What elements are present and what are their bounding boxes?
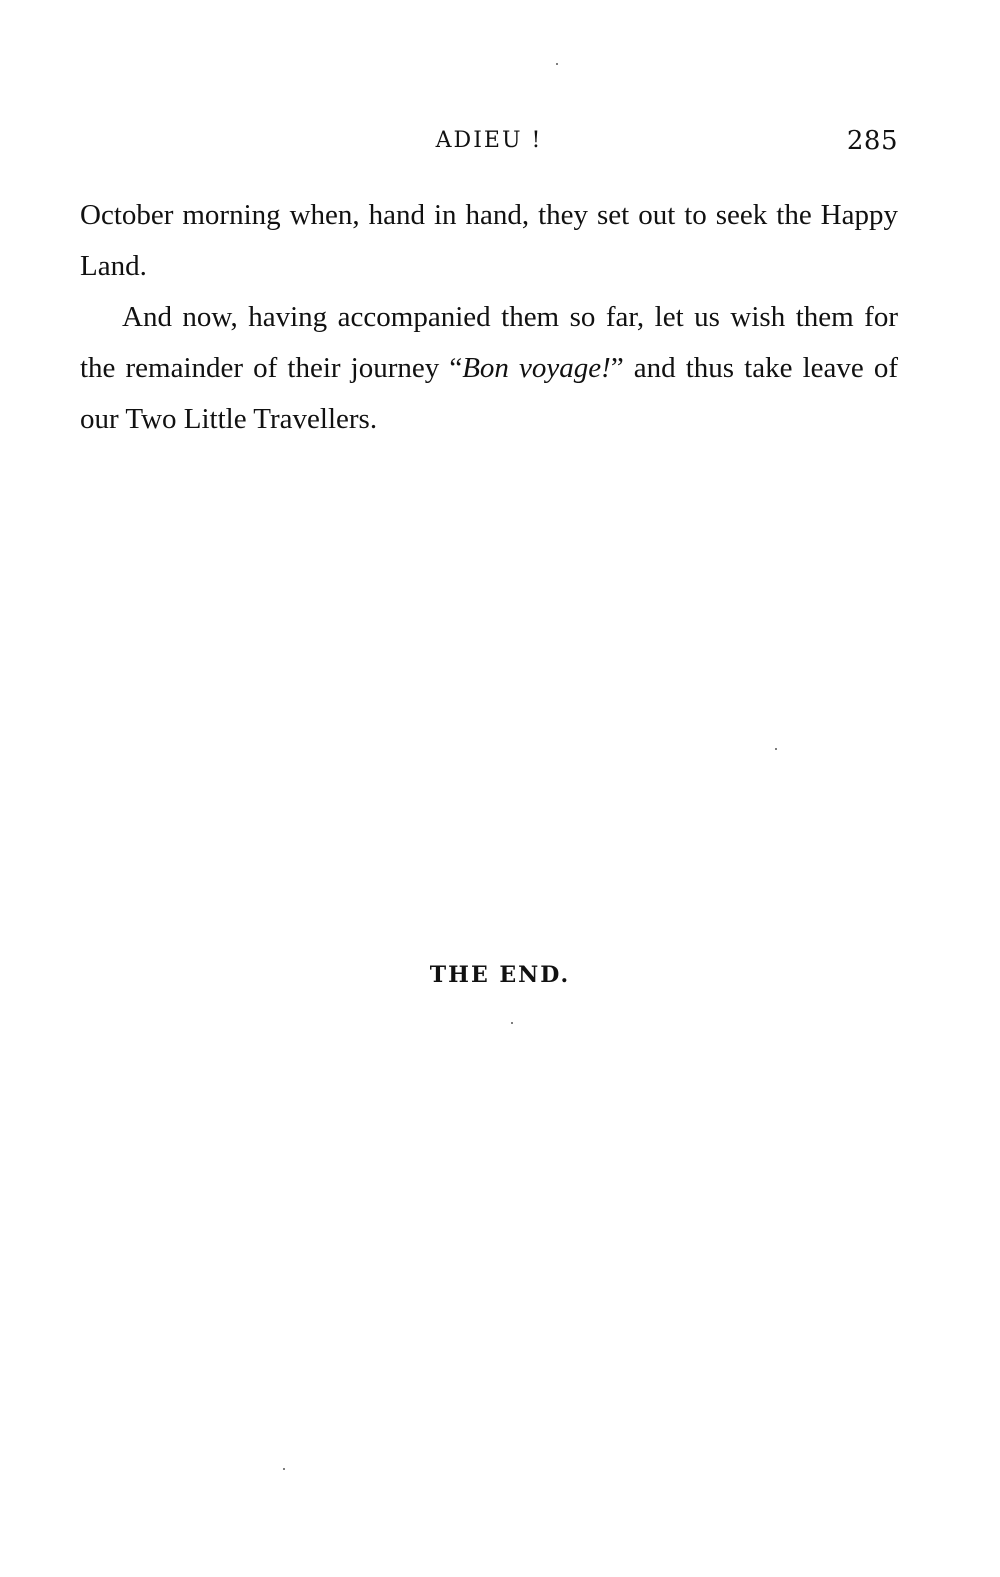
print-speck bbox=[511, 1022, 513, 1024]
page-header bbox=[80, 118, 898, 158]
running-title: ADIEU ! bbox=[435, 128, 543, 153]
print-speck bbox=[775, 748, 777, 750]
body-text bbox=[80, 190, 898, 445]
print-speck bbox=[283, 1468, 285, 1470]
paragraph: October morning when, hand in hand, they set out to seek the Happy Land. bbox=[80, 199, 898, 282]
print-speck bbox=[556, 63, 558, 65]
paragraph-text: ” and thus take leave of our Two Little Travellers. bbox=[80, 352, 899, 435]
italic-phrase: Bon voyage! bbox=[462, 352, 611, 384]
page-number: 285 bbox=[846, 126, 898, 156]
paragraph-text: And now, having accompanied them so far, let us wish them for the remainder of their journey “ bbox=[80, 301, 898, 384]
the-end-mark: THE END. bbox=[429, 962, 571, 988]
paragraph bbox=[80, 292, 898, 445]
